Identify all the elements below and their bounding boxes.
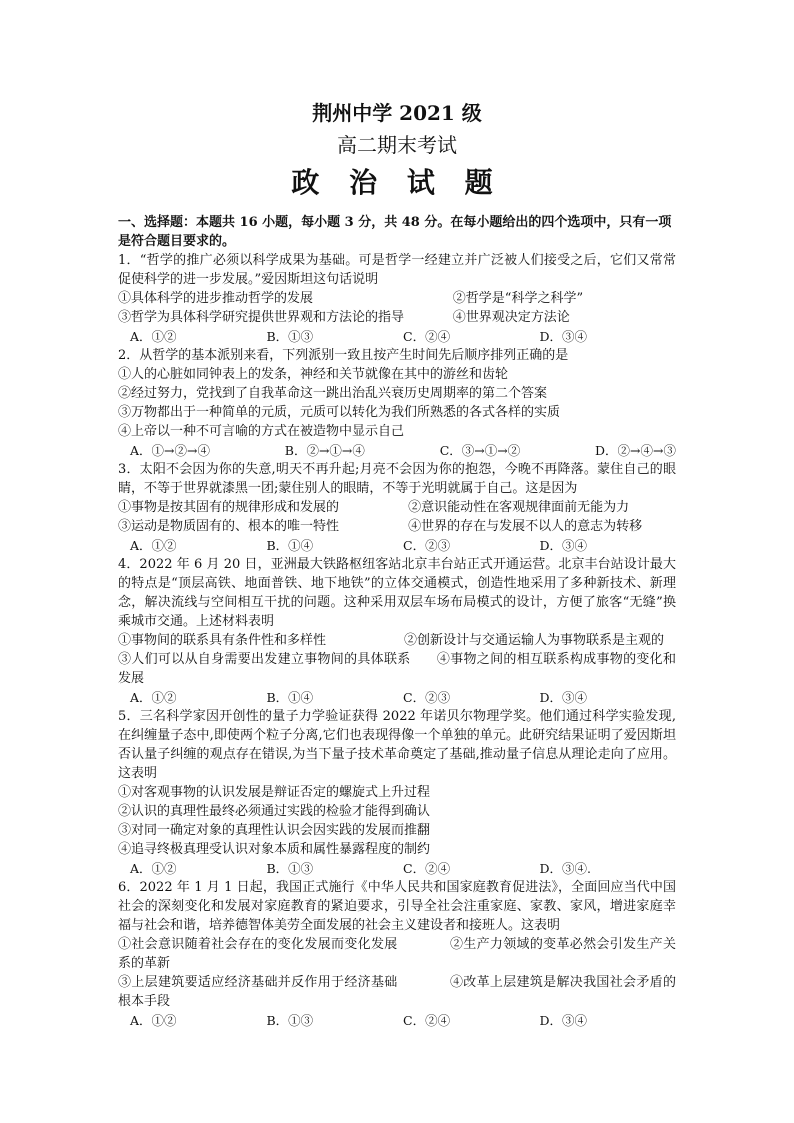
option-3: ③运动是物质固有的、根本的唯一特性 [118,519,340,534]
choice-d[interactable]: D．③④. [539,861,591,876]
choice-b[interactable]: B．①③ [266,861,314,876]
option-1: ①事物间的联系具有条件性和多样性 [118,633,327,648]
choice-c[interactable]: C．②④ [403,861,451,876]
option-1: ①对客观事物的认识发展是辩证否定的螺旋式上升过程 [118,785,431,800]
choice-d[interactable]: D．③④ [539,690,588,705]
choice-a[interactable]: A．①② [130,861,177,876]
option-3-4 [118,973,676,1011]
option-1: ①事物是按其固有的规律形成和发展的 [118,500,340,515]
choice-a[interactable]: A．①→②→④ [130,443,210,458]
option-4: ④追寻终极真理受认识对象本质和属性暴露程度的制约 [118,842,431,857]
option-1: ①具体科学的进步推动哲学的发展 [118,291,314,306]
option-1: ①社会意识随着社会存在的变化发展而变化发展 [118,937,398,952]
option-4: ④改革上层建筑是解决我国社会矛盾的根本手段 [118,975,676,1009]
option-1-2 [118,631,676,650]
choice-c[interactable]: C．②③ [403,690,451,705]
option-3: ③哲学为具体科学研究提供世界观和方法论的指导 [118,310,405,325]
choice-d[interactable]: D．②→④→③ [594,443,676,458]
option-3: ③上层建筑要适应经济基础并反作用于经济基础 [118,975,398,990]
choice-a[interactable]: A．①② [130,538,177,553]
question-stem: 4．2022 年 6 月 20 日，亚洲最大铁路枢纽客站北京丰台站正式开通运营。北京丰台站设计最大的特点是“顶层高铁、地面普铁、地下地铁”的立体交通模式，创造性地采用了多种新技术、新理念，解决流线与空间相互干扰的问题。这种采用双层车场布局模式的设计，方便了旅客“无缝”换乘城市交通。上述材料表明 [118,557,676,629]
exam-title: 高二期末考试 [337,133,457,157]
question-stem: 2．从哲学的基本派别来看，下列派别一致且按产生时间先后顺序排列正确的是 [118,348,569,363]
option-2: ②生产力领域的变革必然会引发生产关系的革新 [118,937,676,971]
choice-c[interactable]: C．②④ [403,1013,451,1028]
choice-d[interactable]: D．③④ [539,329,588,344]
question-stem: 3．太阳不会因为你的失意,明天不再升起;月亮不会因为你的抱怨，今晚不再降落。蒙住自己的眼睛，不等于世界就漆黑一团;蒙住别人的眼睛，不等于光明就属于自己。这是因为 [118,462,676,496]
question-1 [118,251,676,346]
question-stem: 6．2022 年 1 月 1 日起，我国正式施行《中华人民共和国家庭教育促进法》，全面回应当代中国社会的深刻变化和发展对家庭教育的紧迫要求，引导全社会注重家庭、家教、家风，增进家庭幸福与社会和谐，培养德智体美劳全面发展的社会主义建设者和接班人。这表明 [118,880,676,933]
option-4: ④事物之间的相互联系构成事物的变化和发展 [118,652,676,686]
option-1: ①人的心脏如同钟表上的发条，神经和关节就像在其中的游丝和齿轮 [118,367,509,382]
choice-b[interactable]: B．①④ [266,538,314,553]
choice-b[interactable]: B．①③ [266,1013,314,1028]
choice-c[interactable]: C．②③ [403,538,451,553]
choice-a[interactable]: A．①② [130,690,177,705]
question-3 [118,460,676,555]
question-stem: 1．“哲学的推广必须以科学成果为基础。可是哲学一经建立并广泛被人们接受之后，它们又常常促使科学的进一步发展。”爱因斯坦这句话说明 [118,253,676,287]
question-2 [118,346,676,460]
option-4: ④世界观决定方法论 [452,310,570,325]
choice-b[interactable]: B．①④ [266,690,314,705]
choice-d[interactable]: D．③④ [539,1013,588,1028]
question-stem: 5．三名科学家因开创性的量子力学验证获得 2022 年诺贝尔物理学奖。他们通过科学实验发现,在纠缠量子态中,即使两个粒子分离,它们也表现得像一个单独的单元。此研究结果证明了爱因斯坦否认量子纠缠的观点存在错误,为当下量子技术革命奠定了基础,推动量子信息从理论走向了应用。这表明 [118,709,676,781]
choice-b[interactable]: B．①③ [266,329,314,344]
option-3: ③对同一确定对象的真理性认识会因实践的发展而推翻 [118,823,431,838]
exam-page [118,98,676,1030]
question-5 [118,707,676,878]
option-2: ②哲学是“科学之科学” [452,291,584,306]
option-2: ②意识能动性在客观规律面前无能为力 [408,500,630,515]
option-1-2 [118,935,676,973]
school-title: 荆州中学 2021 级 [312,101,482,125]
choice-a[interactable]: A．①② [130,329,177,344]
option-3: ③人们可以从自身需要出发建立事物间的具体联系 [118,652,411,667]
section-heading: 一、选择题：本题共 16 小题，每小题 3 分，共 48 分。在每小题给出的四个选项中，只有一项是符合题目要求的。 [118,215,672,249]
option-3: ③万物都出于一种简单的元质，元质可以转化为我们所熟悉的各式各样的实质 [118,405,561,420]
choice-a[interactable]: A．①② [130,1013,177,1028]
subject-title: 政 治 试 题 [291,166,503,199]
choice-c[interactable]: C．②④ [403,329,451,344]
option-3-4 [118,650,676,688]
option-2: ②认识的真理性最终必须通过实践的检验才能得到确认 [118,804,431,819]
option-4: ④世界的存在与发展不以人的意志为转移 [408,519,643,534]
option-2: ②经过努力，党找到了自我革命这一跳出治乱兴衰历史周期率的第二个答案 [118,386,548,401]
option-2: ②创新设计与交通运输人为事物联系是主观的 [404,633,665,648]
choice-c[interactable]: C．③→①→② [439,443,521,458]
choice-d[interactable]: D．③④ [539,538,588,553]
option-4: ④上帝以一种不可言喻的方式在被造物中显示自己 [118,424,405,439]
question-6 [118,878,676,1030]
question-4 [118,555,676,707]
choice-b[interactable]: B．②→①→④ [284,443,365,458]
